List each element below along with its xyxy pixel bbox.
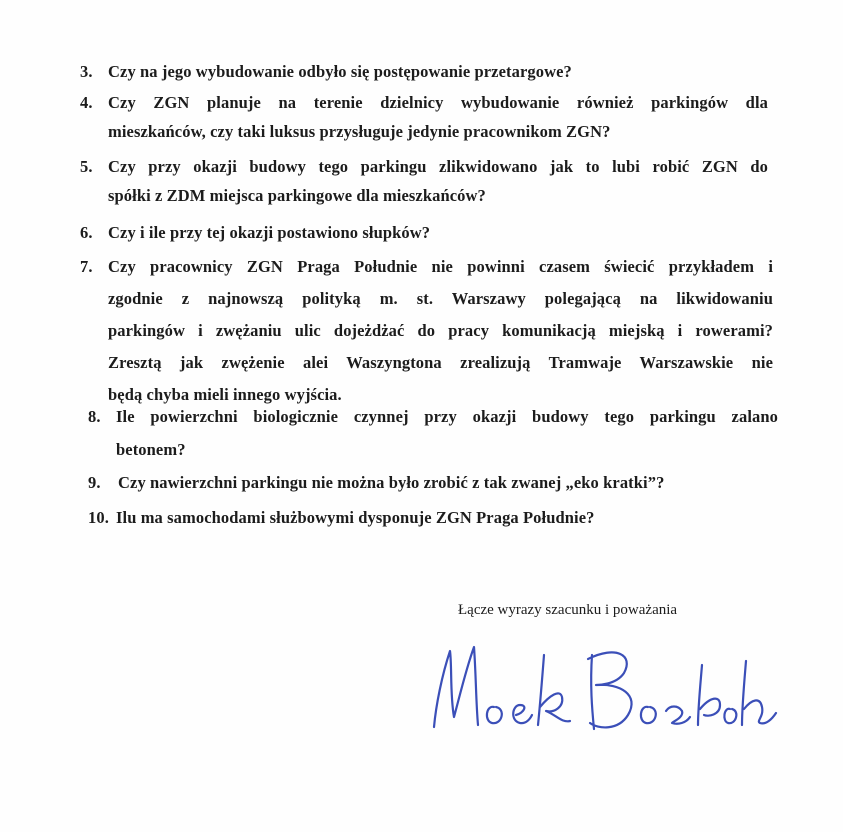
question-text-line: zgodnie z najnowszą polityką m. st. Warszawy polegającą na likwidowaniu [108, 289, 773, 308]
question-text-line: Czy na jego wybudowanie odbyło się postępowanie przetargowe? [108, 62, 572, 81]
question-text-line: spółki z ZDM miejsca parkingowe dla mieszkańców? [108, 186, 486, 205]
question-number: 9. [88, 473, 101, 492]
question-number: 3. [80, 62, 93, 81]
handwritten-signature [420, 625, 780, 745]
question-text-line: Ile powierzchni biologicznie czynnej przy okazji budowy tego parkingu zalano [116, 407, 778, 426]
question-text-line: mieszkańców, czy taki luksus przysługuje jedynie pracownikom ZGN? [108, 122, 611, 141]
question-text-line: betonem? [116, 440, 186, 459]
question-text-line: Ilu ma samochodami służbowymi dysponuje ZGN Praga Południe? [116, 508, 595, 527]
question-number: 5. [80, 157, 93, 176]
question-text-line: Czy ZGN planuje na terenie dzielnicy wybudowanie również parkingów dla [108, 93, 768, 112]
question-text-line: Czy pracownicy ZGN Praga Południe nie powinni czasem świecić przykładem i [108, 257, 773, 276]
question-number: 4. [80, 93, 93, 112]
question-text-line: parkingów i zwężaniu ulic dojeżdżać do pracy komunikacją miejską i rowerami? [108, 321, 773, 340]
question-text-line: będą chyba mieli innego wyjścia. [108, 385, 342, 404]
question-text-line: Zresztą jak zwężenie alei Waszyngtona zrealizują Tramwaje Warszawskie nie [108, 353, 773, 372]
question-text-line: Czy i ile przy tej okazji postawiono słupków? [108, 223, 431, 242]
question-number: 7. [80, 257, 93, 276]
question-text-line: Czy przy okazji budowy tego parkingu zlikwidowano jak to lubi robić ZGN do [108, 157, 768, 176]
question-number: 8. [88, 407, 101, 426]
question-number: 6. [80, 223, 93, 242]
question-text-line: Czy nawierzchni parkingu nie można było zrobić z tak zwanej „eko kratki”? [118, 473, 665, 492]
question-number: 10. [88, 508, 109, 527]
closing-salutation: Łącze wyrazy szacunku i poważania [458, 602, 678, 618]
